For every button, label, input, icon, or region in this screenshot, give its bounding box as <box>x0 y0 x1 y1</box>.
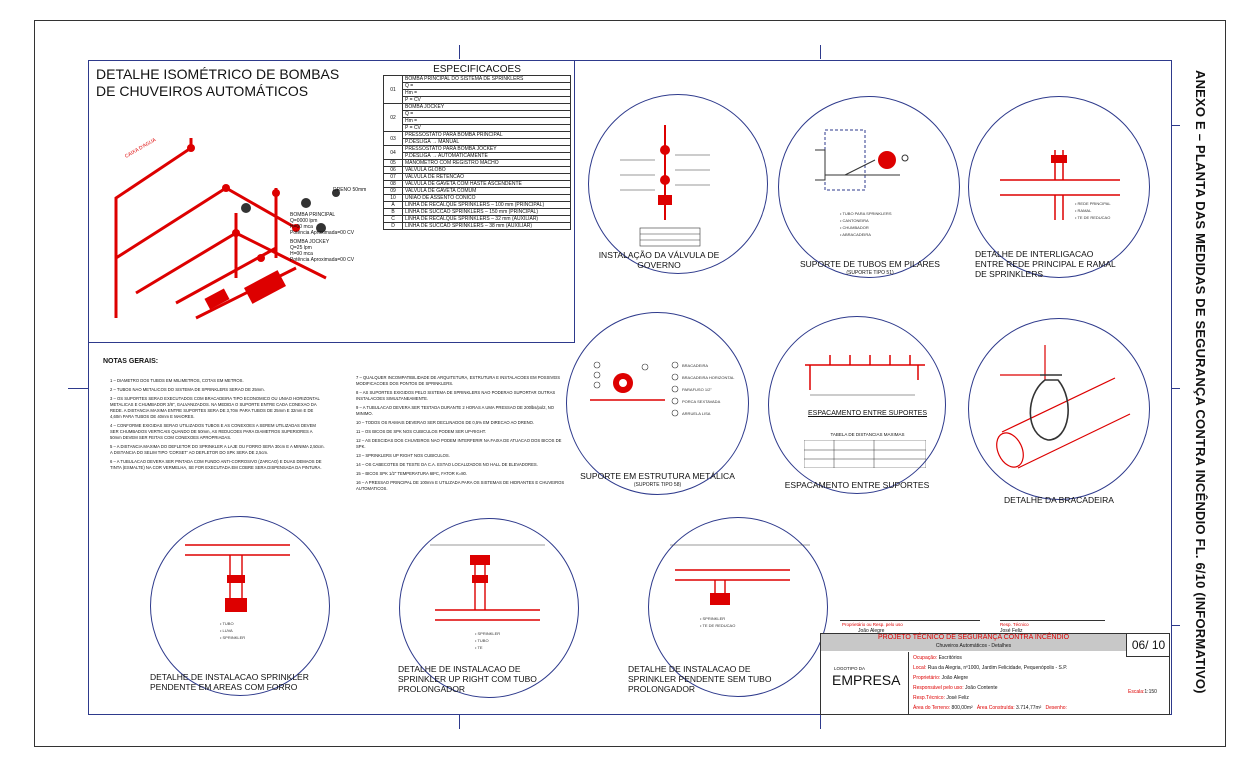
note-item: 5 – A DISTANCIA MAXIMA DO DEFLETOR DO SPRINKLER A LAJE OU FORRO SERA 30cm E A MINIMA 2,50cm. A DISTANCIA DO SELIM TIPO 'CORSET' AO DEFLETOR DO SPK SERA DE 2,5cm. <box>110 444 325 455</box>
interlig-caption: DETALHE DE INTERLIGACAO ENTRE REDE PRINCIPAL E RAMAL DE SPRINKLERS <box>975 249 1116 279</box>
svg-text:• TE DE REDUCAO: • TE DE REDUCAO <box>700 623 736 628</box>
spec-row <box>384 83 571 90</box>
spec-text: UNIAO DE ASSENTO CONICO <box>403 195 571 202</box>
spec-row <box>384 209 571 216</box>
pend-sem-caption: DETALHE DE INSTALACAO DE SPRINKLER PENDENTE SEM TUBO PROLONGADOR <box>628 664 772 694</box>
spec-row <box>384 160 571 167</box>
spec-text: P = CV <box>403 97 571 104</box>
note-item: 7 – QUALQUER INCOMPATIBILIDADE DE ARQUITETURA, ESTRUTURA E INSTALACOES EM POSSIVEIS MODIFICACOES DOS PONTOS DE SPRINKLERS. <box>356 375 561 386</box>
spec-title: ESPECIFICACOES <box>433 64 521 75</box>
svg-text:ARRUELA LISA: ARRUELA LISA <box>682 411 711 416</box>
bracadeira-caption: DETALHE DA BRACADEIRA <box>1004 495 1114 505</box>
tb-row-local <box>913 663 1168 673</box>
spec-row <box>384 111 571 118</box>
spec-num: 02 <box>384 104 403 132</box>
spec-num: 05 <box>384 160 403 167</box>
spec-row <box>384 195 571 202</box>
sig2-name: José Feliz <box>1000 628 1023 634</box>
notes-col2 <box>356 375 571 495</box>
pend-sem-drawing <box>670 535 810 635</box>
spec-row <box>384 104 571 111</box>
svg-text:PORCA SEXTAVADA: PORCA SEXTAVADA <box>682 399 721 404</box>
spec-text: LINHA DE RECALQUE SPRINKLERS – 32 mm (AUXILIAR) <box>403 216 571 223</box>
dreno-label: DRENO 50mm <box>333 187 367 193</box>
spec-text: VALVULA DE GAVETA COMUM <box>403 188 571 195</box>
spec-text: P.DESLIGA → AUTOMATICAMENTE <box>403 153 571 160</box>
spec-text: LINHA DE RECALQUE SPRINKLERS – 100 mm (PRINCIPAL) <box>403 202 571 209</box>
spec-num: 04 <box>384 146 403 160</box>
svg-text:• ABRACADEIRA: • ABRACADEIRA <box>840 232 871 237</box>
svg-text:BRACADEIRA HORIZONTAL: BRACADEIRA HORIZONTAL <box>682 375 735 380</box>
spec-num: B <box>384 209 403 216</box>
note-item: 13 – SPRINKLERS UP RIGHT NOS CUBICULOS. <box>356 453 450 458</box>
spacing-drawing <box>800 345 940 405</box>
svg-text:• SPRINKLER: • SPRINKLER <box>700 616 726 621</box>
tb-value: Escritórios <box>938 655 962 661</box>
pump-note: Potência Aproximada=00 CV <box>290 230 355 236</box>
upright-drawing <box>430 540 550 655</box>
note-item: 8 – AS SUPORTES EXIGIDOS PELO SISTEMA DE SPRINKLERS NAO PODERAO SUPORTAR OUTRAS INSTALACOES SIMULTANEAMENTE. <box>356 390 556 401</box>
svg-text:• SPRINKLER: • SPRINKLER <box>475 631 501 636</box>
svg-text:• CANTONEIRA: • CANTONEIRA <box>840 218 869 223</box>
sheet-number: 06/ 10 <box>1126 633 1170 657</box>
spacing-table-title: TABELA DE DISTANCIAS MAXIMAS <box>830 432 905 437</box>
project-subtitle: Chuveiros Automáticos - Detalhes <box>935 643 1012 649</box>
pump-note: BOMBA PRINCIPAL <box>290 212 336 218</box>
notes-col1 <box>110 378 325 474</box>
isometric-title-line: DETALHE ISOMÉTRICO DE BOMBAS <box>96 66 340 82</box>
spec-text: VALVULA DE RETENCAO <box>403 174 571 181</box>
tb-value: 1:150 <box>1144 689 1157 695</box>
pillar-subcaption: (SUPORTE TIPO 51) <box>846 270 894 276</box>
tb-row-areas <box>913 703 1168 713</box>
note-item: 14 – OS CABECOTES DE TESTE DA C.A. ESTAO LOCALIZADOS NO HALL DE ELEVADORES. <box>356 462 538 467</box>
spec-row <box>384 139 571 146</box>
pillar-caption: SUPORTE DE TUBOS EM PILARES <box>800 259 940 269</box>
note-item: 10 – TODOS OS RAMAIS DEVERAO SER DECLINADOS DE 0,5% EM DIRECAO AO DRENO. <box>356 420 535 425</box>
tb-label: Resp.Técnico: <box>913 695 945 701</box>
spec-text: PRESSOSTATO PARA BOMBA JOCKEY <box>403 146 571 153</box>
notes-panel <box>103 358 543 370</box>
pillar-drawing <box>805 120 925 250</box>
spec-text: Q = <box>403 111 571 118</box>
spec-row <box>384 202 571 209</box>
spec-row <box>384 132 571 139</box>
tb-value: 3.714,77m² <box>1016 705 1042 711</box>
metal-drawing <box>585 355 735 425</box>
spec-text: BOMBA JOCKEY <box>403 104 571 111</box>
tb-label: Escala: <box>1128 689 1145 695</box>
logo-small: LOGOTIPO DA <box>834 666 866 671</box>
spec-text: LINHA DE SUCCAO SPRINKLERS – 38 mm (AUXILIAR) <box>403 223 571 230</box>
upright-caption: DETALHE DE INSTALACAO DE SPRINKLER UP RIGHT COM TUBO PROLONGADOR <box>398 664 537 694</box>
grid-tick <box>1172 125 1180 126</box>
svg-text:• REDE PRINCIPAL: • REDE PRINCIPAL <box>1075 201 1111 206</box>
spec-row <box>384 181 571 188</box>
note-item: 11 – OS BICOS DE SPK NOS CUBICULOS PODEM SER UP-RIGHT. <box>356 429 486 434</box>
isometric-title-line: DE CHUVEIROS AUTOMÁTICOS <box>96 83 309 99</box>
spec-text: LINHA DE SUCCAO SPRINKLERS – 150 mm (PRINCIPAL) <box>403 209 571 216</box>
grid-tick <box>459 45 460 59</box>
tb-value: João Contente <box>964 685 998 691</box>
spec-text: PRESSOSTATO PARA BOMBA PRINCIPAL <box>403 132 571 139</box>
spec-row <box>384 174 571 181</box>
sheet-side-title <box>1180 70 1214 694</box>
note-item: 12 – AS DESCIDAS DOS CHUVEIROS NAO PODEM INTERFERIR NA FAIXA DE ATUACAO DOS BICOS DE SPK. <box>356 438 562 449</box>
bracadeira-drawing <box>990 340 1140 480</box>
grid-tick <box>459 715 460 729</box>
spec-num: 06 <box>384 167 403 174</box>
tb-row-ocupacao <box>913 653 1168 663</box>
spec-num: 08 <box>384 181 403 188</box>
spec-text: Hm = <box>403 90 571 97</box>
title-block-fields <box>913 653 1168 713</box>
svg-text:PARAFUSO 1/2": PARAFUSO 1/2" <box>682 387 712 392</box>
pump-note: Q=25 lpm <box>290 245 312 251</box>
svg-text:BRACADEIRA: BRACADEIRA <box>682 363 709 368</box>
pump-note: H=00 mca <box>290 251 313 257</box>
metal-subcaption: (SUPORTE TIPO 58) <box>633 482 682 488</box>
tb-label: Desenho: <box>1045 705 1067 711</box>
tb-escala <box>1128 689 1157 695</box>
tb-label: Local: <box>913 665 927 671</box>
sig2-label: Resp. Técnico <box>1000 622 1029 627</box>
note-item: 9 – A TUBULACAO DEVERA SER TESTADA DURANTE 2 HORAS A UMA PRESSAO DE 200lbs/pol2, NO MINIMO. <box>356 405 555 416</box>
tb-row-proprietario <box>913 673 1168 683</box>
spec-text: MANOMETRO COM REGISTRO MACHO <box>403 160 571 167</box>
isometric-title <box>96 66 339 100</box>
spec-num: A <box>384 202 403 209</box>
signature-line <box>1000 620 1105 621</box>
note-item: 6 – A TUBULACAO DEVERA SER PINTADA COM FUNDO ANTI-CORROSIVO (ZARCAO) E DUAS DEMAOS DE TINTA (ESMALTE) NA COR VERMELHA, SE FOR EXECUTADA EM COBRE SERA DISPENSADA DA PINTURA. <box>110 459 322 470</box>
spec-row <box>384 125 571 132</box>
metal-caption: SUPORTE EM ESTRUTURA METÁLICA <box>580 471 735 481</box>
spec-num: 01 <box>384 76 403 104</box>
svg-text:• TE: • TE <box>475 645 483 650</box>
svg-text:• TUBO: • TUBO <box>220 621 234 626</box>
svg-text:• LUVA: • LUVA <box>220 628 233 633</box>
project-title: PROJETO TÉCNICO DE SEGURANÇA CONTRA INCÊNDIO <box>877 634 1070 641</box>
tb-label: Responsável pelo uso: <box>913 685 964 691</box>
note-item: 15 – BICOS SPK 1/2" TEMPERATURA 68ºC, FATOR K=80. <box>356 471 468 476</box>
notes-title: NOTAS GERAIS: <box>103 358 159 365</box>
svg-text:• TUBO PARA SPRINKLERS: • TUBO PARA SPRINKLERS <box>840 211 892 216</box>
spec-row <box>384 76 571 83</box>
svg-text:CAIXA D'AGUA: CAIXA D'AGUA <box>124 137 158 160</box>
spec-text: VALVULA DE GAVETA COM HASTE ASCENDENTE <box>403 181 571 188</box>
valve-drawing <box>610 120 720 250</box>
spec-panel <box>383 64 571 230</box>
grid-tick <box>68 388 88 389</box>
spec-row <box>384 188 571 195</box>
spec-row <box>384 153 571 160</box>
pump-note: H=00 mca <box>290 224 313 230</box>
spec-text: Q = <box>403 83 571 90</box>
spec-text: P.DESLIGA → MANUAL <box>403 139 571 146</box>
spec-text: Hm = <box>403 118 571 125</box>
spec-row <box>384 167 571 174</box>
spec-row <box>384 118 571 125</box>
pump-notes <box>290 212 354 263</box>
pend-forro-drawing <box>180 530 300 650</box>
spec-row <box>384 90 571 97</box>
note-item: 4 – CONFORME EXIGIDAS SERAO UTILIZADOS TUBOS E AS CONEXOES A SEREM UTILIZADAS DEVEM SER CHUMBADOS VERTICAIS QUANDO DE 50mm, AS REDUCOES PARA DIAMETROS SUPERIORES A 50mm DEVEM SER FEITAS COM CONEXOES APROPRIADAS. <box>110 423 316 440</box>
grid-tick <box>820 45 821 59</box>
spec-num: 07 <box>384 174 403 181</box>
logo-big: EMPRESA <box>832 672 901 688</box>
spec-text: P = CV <box>403 125 571 132</box>
valve-caption: INSTALAÇÃO DA VÁLVULA DE GOVERNO <box>598 250 720 270</box>
spec-num: D <box>384 223 403 230</box>
spec-num: 03 <box>384 132 403 146</box>
tb-label: Proprietário: <box>913 675 941 681</box>
pump-note: Potência Aproximada=00 CV <box>290 257 355 263</box>
spec-text: VALVULA GLOBO <box>403 167 571 174</box>
svg-text:• CHUMBADOR: • CHUMBADOR <box>840 225 869 230</box>
spacing-table <box>804 440 926 468</box>
spacing-big-title: ESPACAMENTO ENTRE SUPORTES <box>807 410 928 417</box>
note-item: 1 – DIAMETRO DOS TUBOS EM MILIMETROS, COTAS EM METROS. <box>110 378 244 383</box>
svg-text:• TE DE REDUCAO: • TE DE REDUCAO <box>1075 215 1111 220</box>
spacing-caption: ESPACAMENTO ENTRE SUPORTES <box>784 480 930 490</box>
tb-value: João Alegre <box>941 675 969 681</box>
svg-text:• SPRINKLER: • SPRINKLER <box>220 635 246 640</box>
note-item: 3 – OS SUPORTES SERAO EXECUTADOS COM BRACADEIRA TIPO ECONOMICO OU UNIAO HORIZONTAL METALICAS E CHUMBADOR 3/8", GALVANIZADOS. NA MEDIDA O SUPORTE ENTRE CADA CONEXAO DA REDE. A DISTANCIA MAXIMA ENTRE SUPORTES SERA DE 3,70m PARA TUBOS DE 25mm E 32mm E DE 4,60m PARA TUBOS DE 40mm E MAIORES. <box>110 396 320 419</box>
tb-value: Rua da Alegria, nº1000, Jardim Felicidade, Pequenópolis - S.P. <box>927 665 1068 671</box>
interlig-drawing <box>995 140 1125 230</box>
spec-row <box>384 146 571 153</box>
sig1-label: Proprietário ou Resp. pelo uso <box>842 622 903 627</box>
spec-row <box>384 97 571 104</box>
side-title-text: ANEXO E – PLANTA DAS MEDIDAS DE SEGURANÇA CONTRA INCÊNDIO FL. 6/10 (INFORMATIVO) <box>1193 70 1208 694</box>
tb-label: Área Construída: <box>976 705 1015 711</box>
spec-table <box>383 75 571 230</box>
spec-num: 10 <box>384 195 403 202</box>
spec-text: BOMBA PRINCIPAL DO SISTEMA DE SPRINKLERS <box>403 76 571 83</box>
tb-value: José Feliz <box>946 695 969 701</box>
tb-label: Área do Terreno: <box>913 705 951 711</box>
signature-line <box>840 620 980 621</box>
pend-forro-caption: DETALHE DE INSTALACAO SPRINKLER PENDENTE EM AREAS COM FORRO <box>150 672 309 692</box>
spec-num: C <box>384 216 403 223</box>
note-item: 2 – TUBOS NAO METALICOS DO SISTEMA DE SPRINKLERS SERAO DE 25mm. <box>110 387 265 392</box>
pump-note: BOMBA JOCKEY <box>290 239 330 245</box>
pump-note: Q=0000 lpm <box>290 218 318 224</box>
spec-row <box>384 216 571 223</box>
grid-tick <box>1172 388 1180 389</box>
tb-label: Ocupação: <box>913 655 938 661</box>
sig1-name: João Alegre <box>858 628 885 634</box>
note-item: 16 – A PRESSAO PRINCIPAL DE 100mm E UTILIZADA PARA OS SISTEMAS DE HIDRANTES E CHUVEIROS AUTOMATICOS. <box>356 480 565 491</box>
tb-value: 800,00m² <box>951 705 973 711</box>
svg-text:• TUBO: • TUBO <box>475 638 489 643</box>
spec-row <box>384 223 571 230</box>
grid-tick <box>1172 625 1180 626</box>
grid-tick <box>820 715 821 729</box>
spec-num: 09 <box>384 188 403 195</box>
svg-text:• RAMAL: • RAMAL <box>1075 208 1092 213</box>
